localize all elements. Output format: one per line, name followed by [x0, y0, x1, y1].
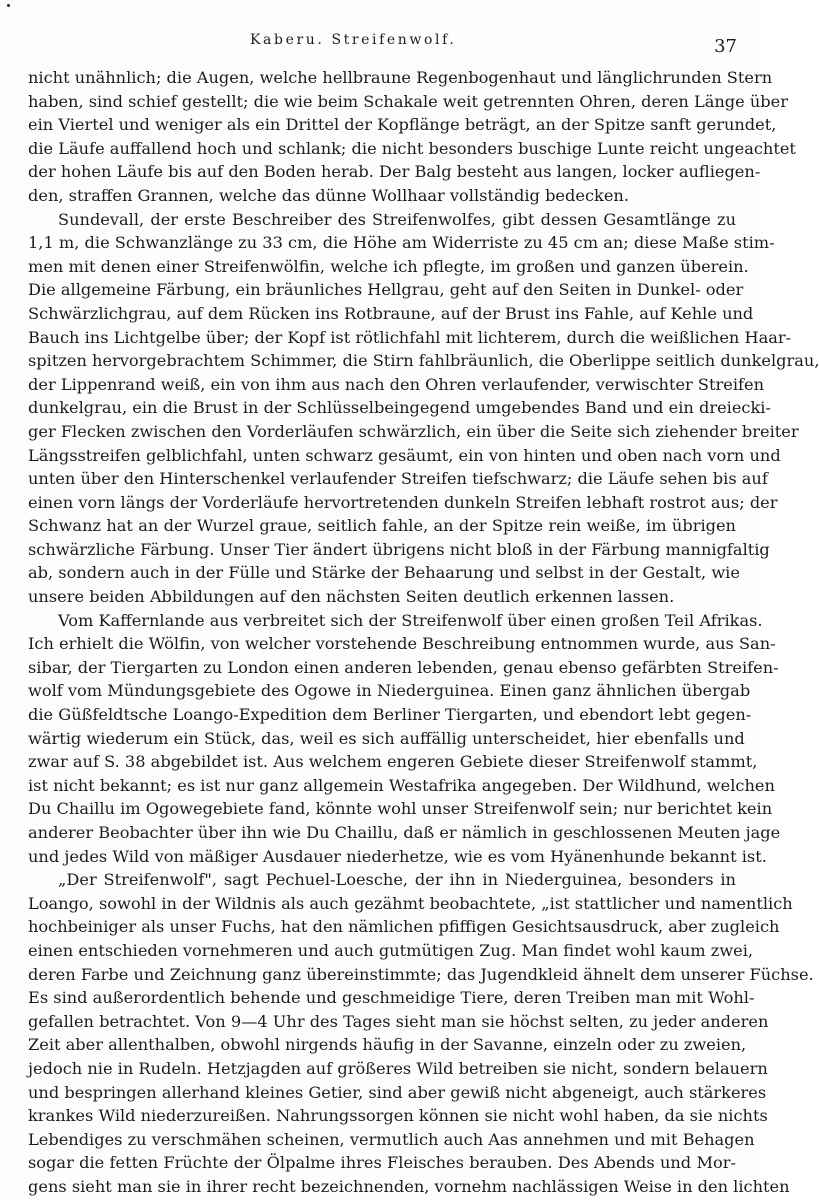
text-line: der hohen Läufe bis auf den Boden herab. Der Balg besteht aus langen, locker aufliegen- [28, 162, 761, 182]
text-line: deren Farbe und Zeichnung ganz übereinstimmte; das Jugendkleid ähnelt dem unserer Füchse. [28, 964, 814, 984]
text-line: wolf vom Mündungsgebiete des Ogowe in Niederguinea. Einen ganz ähnlichen übergab [28, 681, 751, 701]
paragraph [28, 66, 796, 208]
body-text [28, 66, 819, 1199]
paragraph [28, 868, 814, 1198]
text-line: Vom Kaffernlande aus verbreitet sich der Streifenwolf über einen großen Teil Afrikas. [58, 610, 763, 630]
running-title: Kaberu. Streifenwolf. [250, 32, 457, 48]
text-line: ger Flecken zwischen den Vorderläufen schwärzlich, ein über die Seite sich ziehender breiter [28, 421, 799, 441]
text-line: ab, sondern auch in der Fülle und Stärke der Behaarung und selbst in der Gestalt, wie [28, 563, 740, 583]
text-line: Lebendiges zu verschmähen scheinen, vermutlich auch Aas annehmen und mit Behagen [28, 1129, 755, 1149]
text-line: der Lippenrand weiß, ein von ihm aus nach den Ohren verlaufender, verwischter Streifen [28, 374, 765, 394]
text-line: Die allgemeine Färbung, ein bräunliches Hellgrau, geht auf den Seiten in Dunkel- oder [28, 280, 744, 300]
text-line: wärtig wiederum ein Stück, das, weil es sich auffällig unterscheidet, hier ebenfalls und [28, 728, 745, 748]
text-line: unten über den Hinterschenkel verlaufender Streifen tiefschwarz; die Läufe sehen bis auf [28, 469, 768, 489]
text-line: sibar, der Tiergarten zu London einen anderen lebenden, genau ebenso gefärbten Streifen- [28, 657, 779, 677]
text-line: einen entschieden vornehmeren und auch gutmütigen Zug. Man findet wohl kaum zwei, [28, 940, 754, 960]
text-line: die Läufe auffallend hoch und schlank; die nicht besonders buschige Lunte reicht ungeachtet [28, 138, 796, 158]
text-line: und jedes Wild von mäßiger Ausdauer niederhetze, wie es vom Hyänenhunde bekannt ist. [28, 846, 767, 866]
text-line: dunkelgrau, ein die Brust in der Schlüsselbeingegend umgebendes Band und ein dreiecki- [28, 398, 771, 418]
text-line: und bespringen allerhand kleines Getier, sind aber gewiß nicht abgeneigt, auch stärkeres [28, 1082, 767, 1102]
text-line: ein Viertel und weniger als ein Drittel der Kopflänge beträgt, an der Spitze sanft gerundet, [28, 115, 777, 135]
text-line: Loango, sowohl in der Wildnis als auch gezähmt beobachtete, „ist stattlicher und namentlich [28, 893, 793, 913]
text-line: den, straffen Grannen, welche das dünne Wollhaar vollständig bedecken. [28, 185, 629, 205]
text-line: Sundevall, der erste Beschreiber des Streifenwolfes, gibt dessen Gesamtlänge zu [58, 209, 736, 229]
text-line: Schwanz hat an der Wurzel graue, seitlich fahle, an der Spitze rein weiße, im übrigen [28, 516, 736, 536]
text-line: Zeit aber allenthalben, obwohl nirgends häufig in der Savanne, einzeln oder zu zweien, [28, 1035, 747, 1055]
paragraph [28, 609, 781, 869]
text-line: ist nicht bekannt; es ist nur ganz allgemein Westafrika angegeben. Der Wildhund, welchen [28, 775, 775, 795]
text-line: einen vorn längs der Vorderläufe hervortretenden dunkeln Streifen lebhaft rostrot aus; der [28, 492, 778, 512]
page-number: 37 [714, 36, 737, 57]
text-line: Schwärzlichgrau, auf dem Rücken ins Rotbraune, auf der Brust ins Fahle, auf Kehle und [28, 303, 754, 323]
text-line: men mit denen einer Streifenwölfin, welche ich pflegte, im großen und ganzen überein. [28, 256, 749, 276]
text-line: anderer Beobachter über ihn wie Du Chaillu, daß er nämlich in geschlossenen Meuten jage [28, 823, 781, 842]
text-line: sogar die fetten Früchte der Ölpalme ihres Fleisches berauben. Des Abends und Mor- [28, 1153, 736, 1173]
text-line: zwar auf S. 38 abgebildet ist. Aus welchem engeren Gebiete dieser Streifenwolf stammt, [28, 752, 758, 772]
text-line: nicht unähnlich; die Augen, welche hellbraune Regenbogenhaut und länglichrunden Stern [28, 68, 773, 87]
text-line: jedoch nie in Rudeln. Hetzjagden auf größeres Wild betreiben sie nicht, sondern belauern [28, 1058, 768, 1078]
text-line: die Güßfeldtsche Loango-Expedition dem Berliner Tiergarten, und ebendort lebt gegen- [28, 705, 752, 725]
text-line: Es sind außerordentlich behende und geschmeidige Tiere, deren Treiben man mit Wohl- [28, 988, 755, 1008]
text-line: gens sieht man sie in ihrer recht bezeichnenden, vornehm nachlässigen Weise in den lichten [28, 1176, 790, 1196]
text-line: krankes Wild niederzureißen. Nahrungssorgen können sie nicht wohl haben, da sie nichts [28, 1106, 768, 1126]
paragraph [28, 208, 819, 609]
text-line: 1,1 m, die Schwanzlänge zu 33 cm, die Höhe am Widerriste zu 45 cm an; diese Maße stim- [28, 233, 775, 253]
running-header [0, 32, 763, 56]
text-line: Ich erhielt die Wölfin, von welcher vorstehende Beschreibung entnommen wurde, aus San- [28, 634, 776, 654]
text-line: Längsstreifen gelblichfahl, unten schwarz gesäumt, ein von hinten und oben nach vorn und [28, 445, 781, 465]
text-line: „Der Streifenwolf", sagt Pechuel-Loesche, der ihn in Niederguinea, besonders in [58, 870, 736, 890]
text-line: spitzen hervorgebrachtem Schimmer, die Stirn fahlbräunlich, die Oberlippe seitlich dunkelgrau, [28, 351, 819, 371]
text-line: haben, sind schief gestellt; die wie beim Schakale weit getrennten Ohren, deren Länge über [28, 91, 788, 111]
text-line: schwärzliche Färbung. Unser Tier ändert übrigens nicht bloß in der Färbung mannigfaltig [28, 539, 770, 559]
ink-speck [7, 4, 10, 7]
text-line: hochbeiniger als unser Fuchs, hat den nämlichen pfiffigen Gesichtsausdruck, aber zugleich [28, 917, 780, 937]
text-line: Bauch ins Lichtgelbe über; der Kopf ist rötlichfahl mit lichterem, durch die weißlichen Haar- [28, 327, 792, 347]
text-line: unsere beiden Abbildungen auf den nächsten Seiten deutlich erkennen lassen. [28, 587, 675, 607]
text-line: gefallen betrachtet. Von 9—4 Uhr des Tages sieht man sie höchst selten, zu jeder anderen [28, 1011, 769, 1031]
text-line: Du Chaillu im Ogowegebiete fand, könnte wohl unser Streifenwolf sein; nur berichtet kein [28, 799, 773, 819]
